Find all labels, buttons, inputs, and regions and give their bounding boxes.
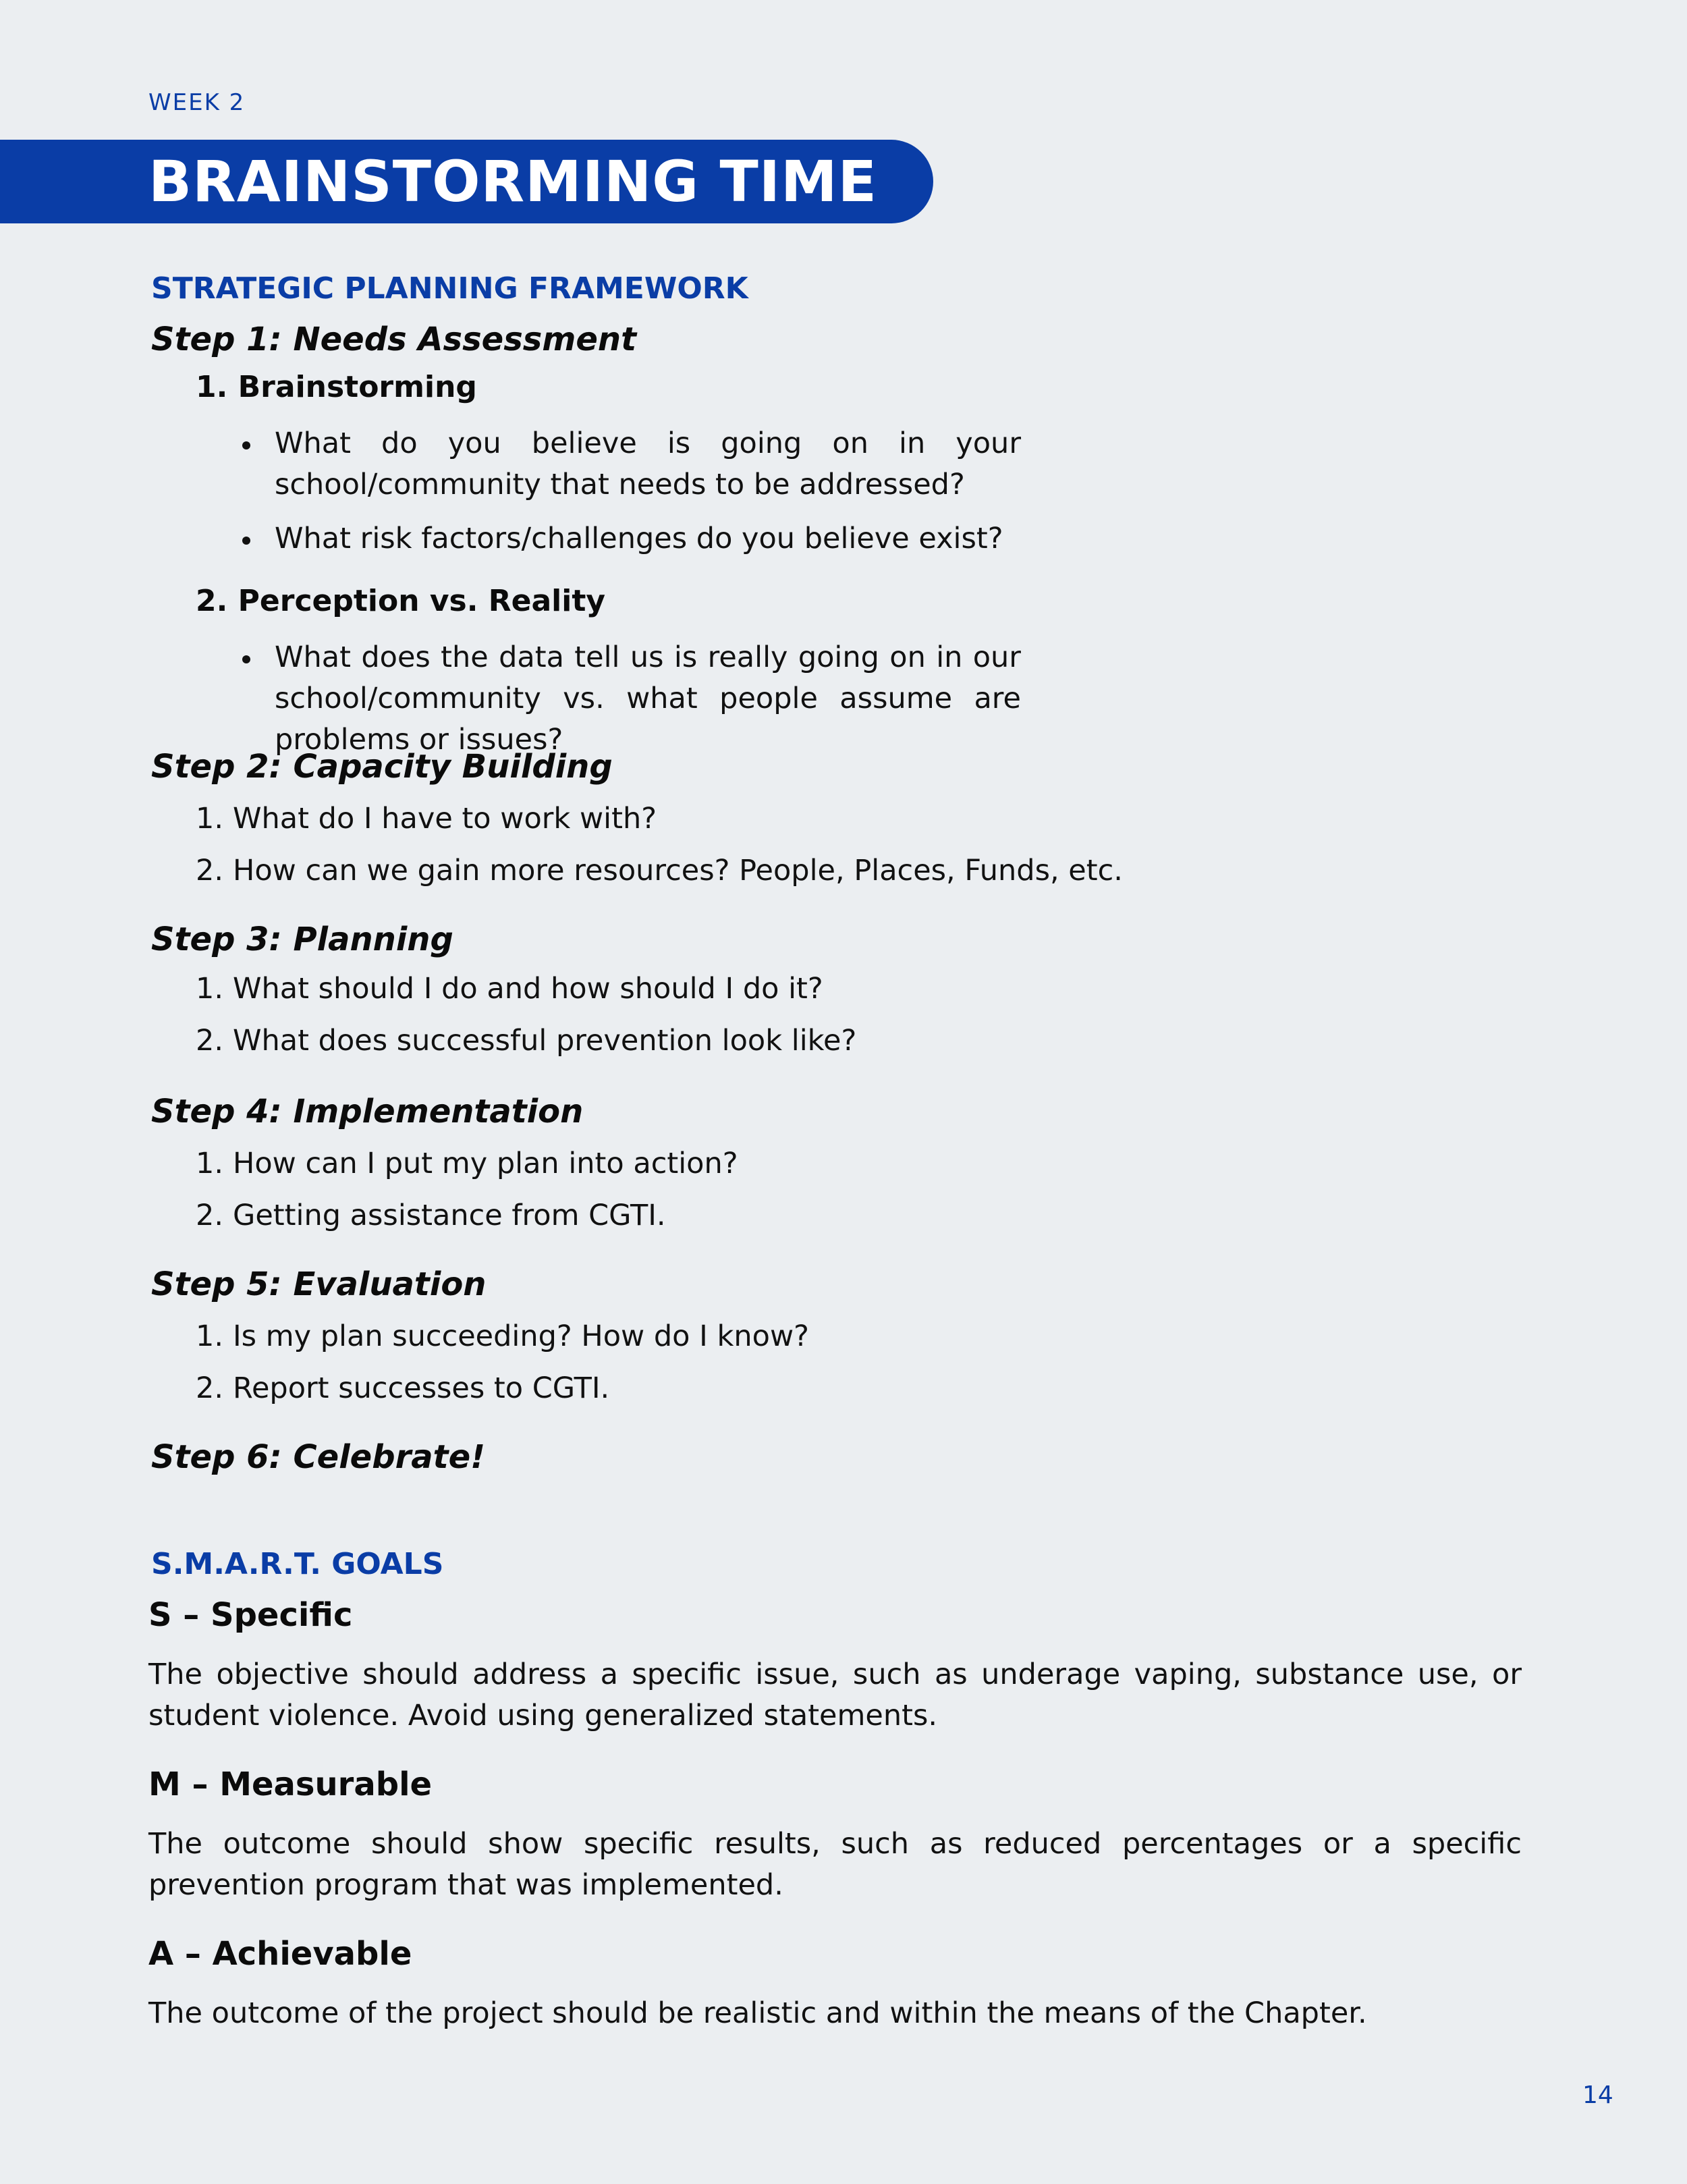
title-banner	[0, 140, 933, 223]
list-number: 2.	[196, 1199, 224, 1232]
list-number: 1.	[196, 802, 224, 836]
page-title: BRAINSTORMING TIME	[148, 148, 878, 215]
step-1-sub-1-title: 1. Brainstorming	[196, 370, 477, 404]
step-1-title: Step 1: Needs Assessment	[151, 321, 637, 358]
list-number: 2.	[196, 1024, 224, 1058]
list-number: 1.	[196, 1147, 224, 1180]
list-number: 2.	[196, 1371, 224, 1405]
step-5-title: Step 5: Evaluation	[151, 1265, 487, 1303]
bullet-text: What do you believe is going on in your school/community that needs to be addressed?	[275, 427, 1021, 501]
framework-heading: STRATEGIC PLANNING FRAMEWORK	[151, 271, 748, 306]
step-4-title: Step 4: Implementation	[151, 1093, 584, 1130]
smart-heading: S.M.A.R.T. GOALS	[151, 1547, 444, 1581]
week-label: WEEK 2	[148, 89, 246, 116]
bullet-text: What risk factors/challenges do you believe exist?	[275, 522, 1003, 555]
step-2-title: Step 2: Capacity Building	[151, 748, 613, 786]
list-text: Report successes to CGTI.	[233, 1371, 610, 1405]
step-3-title: Step 3: Planning	[151, 921, 453, 958]
list-text: What does successful prevention look like?	[233, 1024, 857, 1058]
list-text: How can we gain more resources? People, Places, Funds, etc.	[233, 854, 1123, 888]
list-number: 1.	[196, 1319, 224, 1353]
list-text: What should I do and how should I do it?	[233, 972, 823, 1006]
list-text: Is my plan succeeding? How do I know?	[233, 1319, 809, 1353]
goal-a-text: The outcome of the project should be realistic and within the means of the Chapter.	[148, 1996, 1367, 2030]
list-number: 1.	[196, 972, 224, 1006]
page-number: 14	[1582, 2081, 1613, 2109]
list-number: 2.	[196, 854, 224, 888]
goal-s-text: The objective should address a specific issue, such as underage vaping, substance use, or student violence. Avoid using generalized statements.	[148, 1658, 1522, 1732]
bullet-icon	[242, 655, 250, 663]
goal-m-text: The outcome should show specific results, such as reduced percentages or a specific prevention program that was implemented.	[148, 1827, 1522, 1902]
goal-a-title: A – Achievable	[148, 1935, 412, 1973]
step-6-title: Step 6: Celebrate!	[151, 1438, 486, 1476]
bullet-text: What does the data tell us is really going on in our school/community vs. what people assume are problems or issues?	[275, 640, 1021, 757]
step-1-sub-2-title: 2. Perception vs. Reality	[196, 584, 606, 618]
bullet-icon	[242, 537, 250, 545]
list-text: Getting assistance from CGTI.	[233, 1199, 666, 1232]
goal-m-title: M – Measurable	[148, 1766, 433, 1803]
bullet-icon	[242, 441, 250, 449]
list-text: How can I put my plan into action?	[233, 1147, 738, 1180]
goal-s-title: S – Specific	[148, 1596, 353, 1634]
list-text: What do I have to work with?	[233, 802, 657, 836]
